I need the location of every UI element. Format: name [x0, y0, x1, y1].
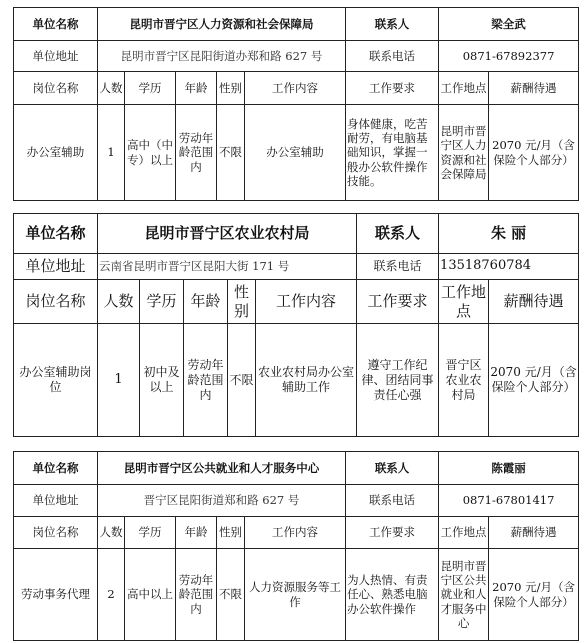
header-salary: 薪酬待遇 — [489, 517, 579, 549]
cell-salary: 2070 元/月（含保险个人部分） — [489, 324, 579, 437]
contact-value: 梁全武 — [439, 8, 579, 41]
phone-value: 13518760784 — [439, 254, 579, 280]
header-age: 年龄 — [184, 280, 228, 324]
address-value: 云南省昆明市晋宁区昆阳大街 171 号 — [98, 254, 357, 280]
cell-gender: 不限 — [217, 549, 245, 641]
job-table-1 — [13, 7, 579, 201]
cell-gender: 不限 — [228, 324, 256, 437]
header-age: 年龄 — [176, 72, 217, 105]
contact-label: 联系人 — [346, 452, 439, 485]
cell-requirements: 遵守工作纪律、团结同事责任心强 — [357, 324, 439, 437]
address-label: 单位地址 — [14, 254, 98, 280]
job-table-3 — [13, 451, 579, 641]
cell-gender: 不限 — [217, 105, 245, 201]
cell-location: 昆明市晋宁区人力资源和社会保障局 — [439, 105, 489, 201]
header-gender: 性别 — [217, 517, 245, 549]
cell-education: 初中及以上 — [140, 324, 184, 437]
header-gender: 性别 — [228, 280, 256, 324]
address-value: 昆明市晋宁区昆阳街道办郑和路 627 号 — [98, 41, 346, 72]
cell-location: 晋宁区农业农村局 — [439, 324, 489, 437]
cell-age: 劳动年龄范围内 — [176, 549, 217, 641]
header-position: 岗位名称 — [14, 517, 98, 549]
cell-education: 高中以上 — [125, 549, 176, 641]
cell-duties: 农业农村局办公室辅助工作 — [256, 324, 357, 437]
header-count: 人数 — [98, 517, 125, 549]
address-value: 晋宁区昆阳街道郑和路 627 号 — [98, 485, 346, 517]
cell-age: 劳动年龄范围内 — [176, 105, 217, 201]
phone-value: 0871-67801417 — [439, 485, 579, 517]
phone-label: 联系电话 — [346, 485, 439, 517]
header-count: 人数 — [98, 280, 140, 324]
header-position: 岗位名称 — [14, 72, 98, 105]
job-table-2 — [13, 213, 579, 437]
phone-label: 联系电话 — [346, 41, 439, 72]
cell-salary: 2070 元/月（含保险个人部分） — [489, 549, 579, 641]
header-position: 岗位名称 — [14, 280, 98, 324]
cell-position: 办公室辅助 — [14, 105, 98, 201]
phone-value: 0871-67892377 — [439, 41, 579, 72]
header-gender: 性别 — [217, 72, 245, 105]
header-duties: 工作内容 — [245, 72, 346, 105]
header-education: 学历 — [140, 280, 184, 324]
header-salary: 薪酬待遇 — [489, 72, 579, 105]
cell-count: 1 — [98, 105, 125, 201]
cell-position: 办公室辅助岗位 — [14, 324, 98, 437]
header-requirements: 工作要求 — [346, 517, 439, 549]
header-education: 学历 — [125, 72, 176, 105]
unit-name-label: 单位名称 — [14, 214, 98, 254]
cell-count: 1 — [98, 324, 140, 437]
cell-position: 劳动事务代理 — [14, 549, 98, 641]
header-requirements: 工作要求 — [346, 72, 439, 105]
phone-label: 联系电话 — [357, 254, 439, 280]
address-label: 单位地址 — [14, 41, 98, 72]
header-duties: 工作内容 — [256, 280, 357, 324]
unit-name-label: 单位名称 — [14, 452, 98, 485]
cell-duties: 人力资源服务等工作 — [245, 549, 346, 641]
cell-salary: 2070 元/月（含保险个人部分） — [489, 105, 579, 201]
cell-requirements: 身体健康，吃苦耐劳，有电脑基础知识，掌握一般办公软件操作技能。 — [346, 105, 439, 201]
header-age: 年龄 — [176, 517, 217, 549]
header-location: 工作地点 — [439, 517, 489, 549]
header-requirements: 工作要求 — [357, 280, 439, 324]
address-label: 单位地址 — [14, 485, 98, 517]
cell-age: 劳动年龄范围内 — [184, 324, 228, 437]
header-count: 人数 — [98, 72, 125, 105]
unit-name-value: 昆明市晋宁区公共就业和人才服务中心 — [98, 452, 346, 485]
contact-label: 联系人 — [346, 8, 439, 41]
cell-requirements: 为人热情、有责任心、熟悉电脑办公软件操作 — [346, 549, 439, 641]
header-education: 学历 — [125, 517, 176, 549]
cell-location: 昆明市晋宁区公共就业和人才服务中心 — [439, 549, 489, 641]
contact-value: 陈霞丽 — [439, 452, 579, 485]
cell-duties: 办公室辅助 — [245, 105, 346, 201]
unit-name-value: 昆明市晋宁区人力资源和社会保障局 — [98, 8, 346, 41]
unit-name-label: 单位名称 — [14, 8, 98, 41]
cell-count: 2 — [98, 549, 125, 641]
header-location: 工作地点 — [439, 280, 489, 324]
unit-name-value: 昆明市晋宁区农业农村局 — [98, 214, 357, 254]
contact-value: 朱 丽 — [439, 214, 579, 254]
cell-education: 高中（中专）以上 — [125, 105, 176, 201]
header-duties: 工作内容 — [245, 517, 346, 549]
header-location: 工作地点 — [439, 72, 489, 105]
header-salary: 薪酬待遇 — [489, 280, 579, 324]
contact-label: 联系人 — [357, 214, 439, 254]
